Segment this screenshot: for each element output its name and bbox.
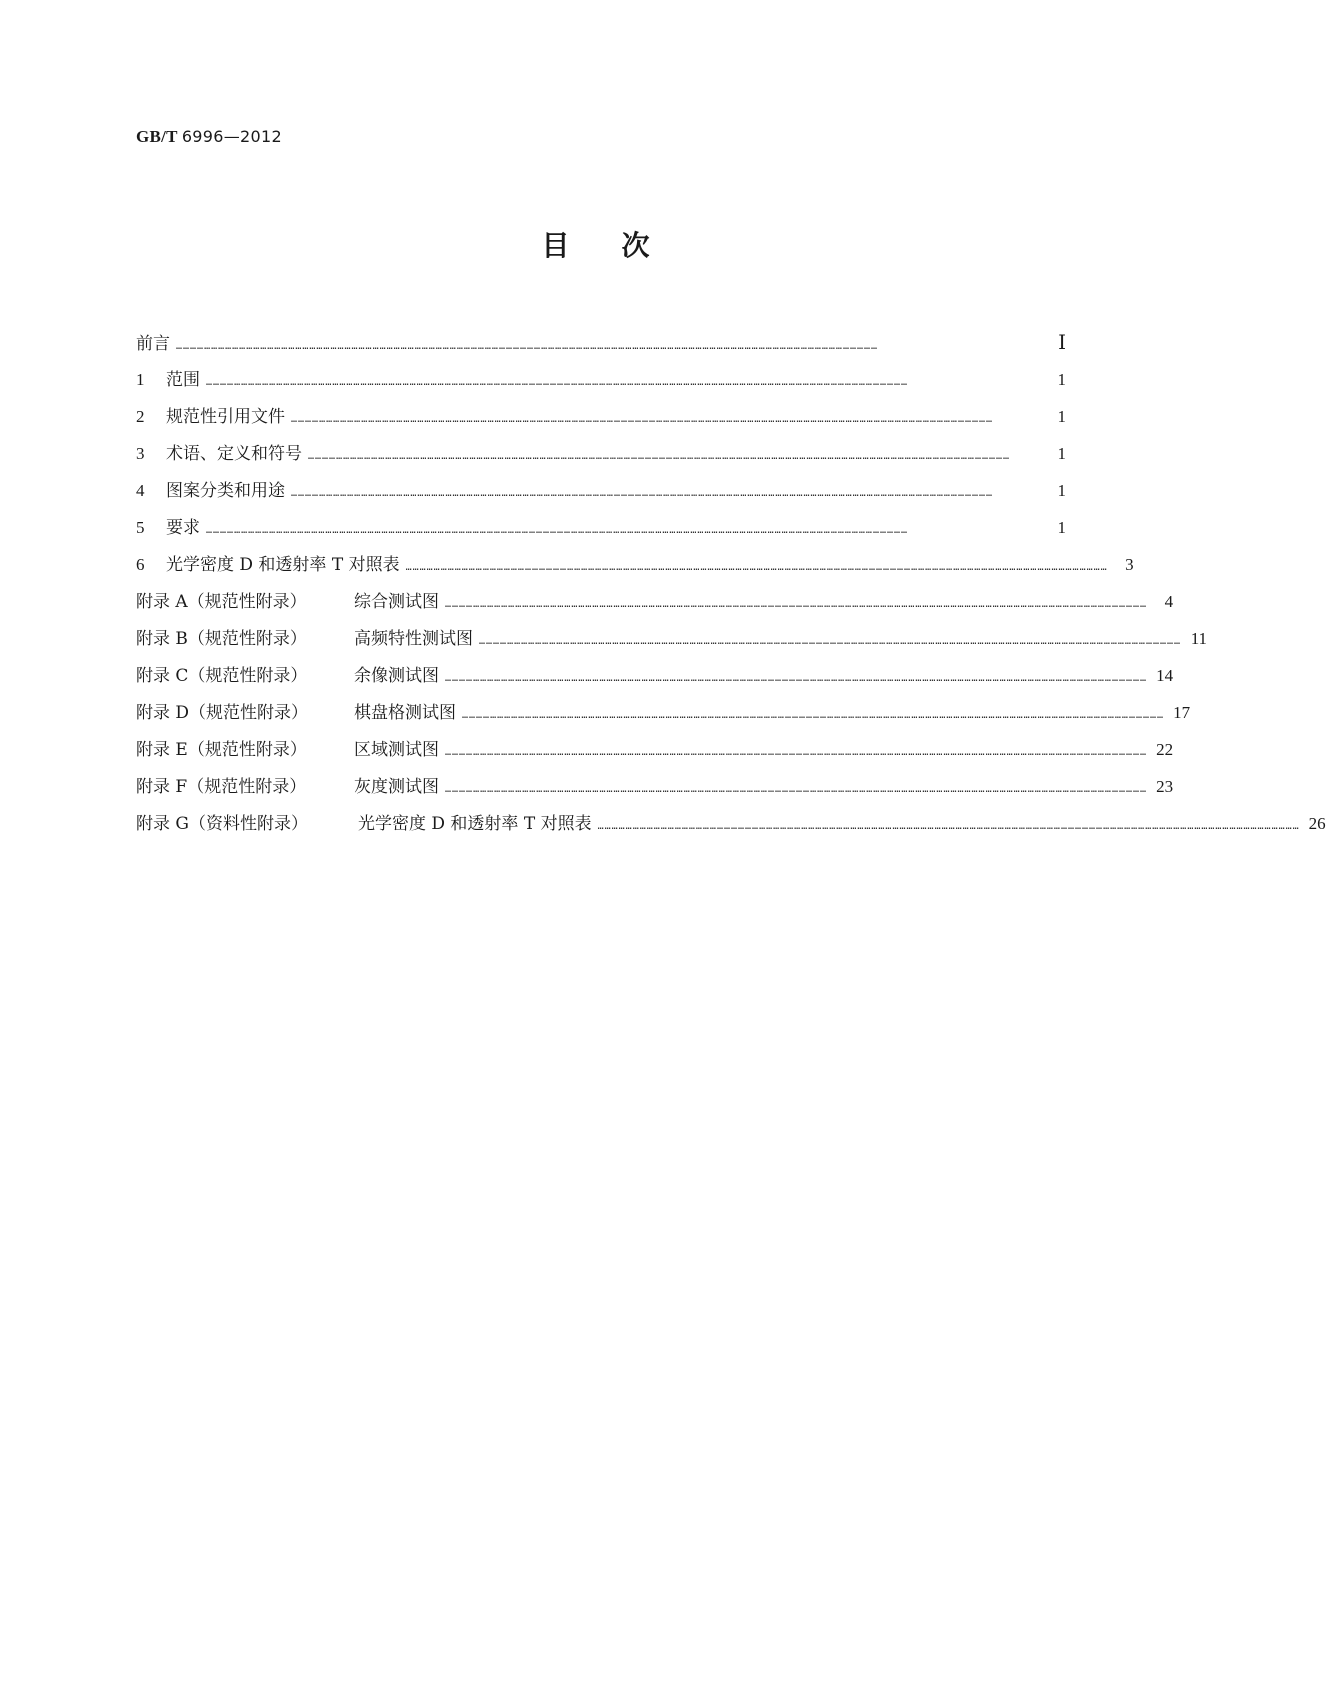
toc-entry-annex-e[interactable]	[136, 739, 1174, 776]
toc-entry-2[interactable]	[136, 406, 1066, 443]
annex-heading: 附录 E（规范性附录）	[136, 740, 307, 760]
toc-page-number: 1	[1057, 518, 1066, 537]
toc-entry-text: 要求	[166, 518, 200, 538]
dot-leader: …………………………………………………………………………………………………………………………………………………………………………………………………………………………………………………………………………	[405, 562, 1108, 573]
dot-leader: …………………………………………………………………………………………………………………………………………………………………………………………………………………………………………………………………………	[291, 488, 994, 499]
annex-heading: 附录 A（规范性附录）	[136, 592, 307, 612]
annex-heading: 附录 F（规范性附录）	[136, 777, 307, 797]
toc-entry-number: 5	[136, 518, 145, 537]
dot-leader: …………………………………………………………………………………………………………………………………………………………………………………………………………………………………………………………………………	[479, 636, 1182, 647]
toc-entry-number: 1	[136, 370, 145, 389]
toc-entry-annex-f[interactable]	[136, 776, 1174, 813]
toc-page-number: 22	[1156, 740, 1174, 759]
toc-entry-text: 范围	[166, 370, 200, 390]
toc-entry-text: 图案分类和用途	[166, 481, 285, 501]
toc-page-number: 1	[1057, 444, 1066, 463]
document-code	[136, 127, 282, 147]
dot-leader: …………………………………………………………………………………………………………………………………………………………………………………………………………………………………………………………………………	[597, 821, 1300, 832]
toc-entry-text: 余像测试图	[354, 666, 439, 686]
dot-leader: …………………………………………………………………………………………………………………………………………………………………………………………………………………………………………………………………………	[445, 747, 1148, 758]
toc-entry-6[interactable]	[136, 554, 1134, 591]
toc-entry-number: 3	[136, 444, 145, 463]
toc-entry-annex-a[interactable]	[136, 591, 1174, 628]
toc-entry-4[interactable]	[136, 480, 1066, 517]
toc-entry-annex-g[interactable]	[136, 813, 1326, 850]
toc-entry-text: 灰度测试图	[354, 777, 439, 797]
toc-entry-1[interactable]	[136, 369, 1066, 406]
dot-leader: …………………………………………………………………………………………………………………………………………………………………………………………………………………………………………………………………………	[445, 784, 1148, 795]
toc-page-number: 1	[1057, 481, 1066, 500]
toc-entry-foreword[interactable]	[136, 332, 1066, 369]
toc-entry-text: 前言	[136, 334, 170, 354]
toc-entry-text: 术语、定义和符号	[166, 444, 302, 464]
toc-page-number: 17	[1173, 703, 1191, 722]
dot-leader: …………………………………………………………………………………………………………………………………………………………………………………………………………………………………………………………………………	[176, 341, 879, 352]
toc-entry-text: 区域测试图	[354, 740, 439, 760]
standard-prefix: GB/T	[136, 127, 178, 146]
toc-page-number: 26	[1308, 814, 1326, 833]
dot-leader: …………………………………………………………………………………………………………………………………………………………………………………………………………………………………………………………………………	[445, 599, 1148, 610]
toc-entry-number: 4	[136, 481, 145, 500]
standard-number: 6996—2012	[181, 127, 282, 146]
toc-entry-text: 光学密度 D 和透射率 T 对照表	[166, 555, 400, 575]
dot-leader: …………………………………………………………………………………………………………………………………………………………………………………………………………………………………………………………………………	[206, 377, 909, 388]
dot-leader: …………………………………………………………………………………………………………………………………………………………………………………………………………………………………………………………………………	[291, 414, 994, 425]
toc-page-number: 3	[1125, 555, 1134, 574]
dot-leader: …………………………………………………………………………………………………………………………………………………………………………………………………………………………………………………………………………	[445, 673, 1148, 684]
toc-entry-text: 综合测试图	[354, 592, 439, 612]
toc-entry-annex-d[interactable]	[136, 702, 1191, 739]
dot-leader: …………………………………………………………………………………………………………………………………………………………………………………………………………………………………………………………………………	[206, 525, 909, 536]
toc-entry-annex-c[interactable]	[136, 665, 1174, 702]
toc-entry-text: 棋盘格测试图	[354, 703, 456, 723]
toc-entry-annex-b[interactable]	[136, 628, 1208, 665]
toc-entry-number: 6	[136, 555, 145, 574]
dot-leader: …………………………………………………………………………………………………………………………………………………………………………………………………………………………………………………………………………	[308, 451, 1011, 462]
toc-page-number: 23	[1156, 777, 1174, 796]
annex-heading: 附录 C（规范性附录）	[136, 666, 308, 686]
toc-page-number: 14	[1156, 666, 1174, 685]
toc-page-number: 1	[1057, 370, 1066, 389]
annex-heading: 附录 D（规范性附录）	[136, 703, 309, 723]
page-title: 目次	[541, 229, 702, 262]
dot-leader: …………………………………………………………………………………………………………………………………………………………………………………………………………………………………………………………………………	[462, 710, 1165, 721]
toc-page-number: 4	[1164, 592, 1174, 611]
toc-page-number: 11	[1190, 629, 1208, 648]
toc-entry-3[interactable]	[136, 443, 1066, 480]
toc-entry-5[interactable]	[136, 517, 1066, 554]
toc-entry-text: 规范性引用文件	[166, 407, 285, 427]
toc-page-number: Ⅰ	[1058, 332, 1066, 354]
table-of-contents	[136, 332, 1326, 850]
toc-page-number: 1	[1057, 407, 1066, 426]
toc-entry-text: 光学密度 D 和透射率 T 对照表	[358, 814, 592, 834]
toc-entry-number: 2	[136, 407, 145, 426]
annex-heading: 附录 B（规范性附录）	[136, 629, 307, 649]
annex-heading: 附录 G（资料性附录）	[136, 814, 308, 834]
toc-entry-text: 高频特性测试图	[354, 629, 473, 649]
